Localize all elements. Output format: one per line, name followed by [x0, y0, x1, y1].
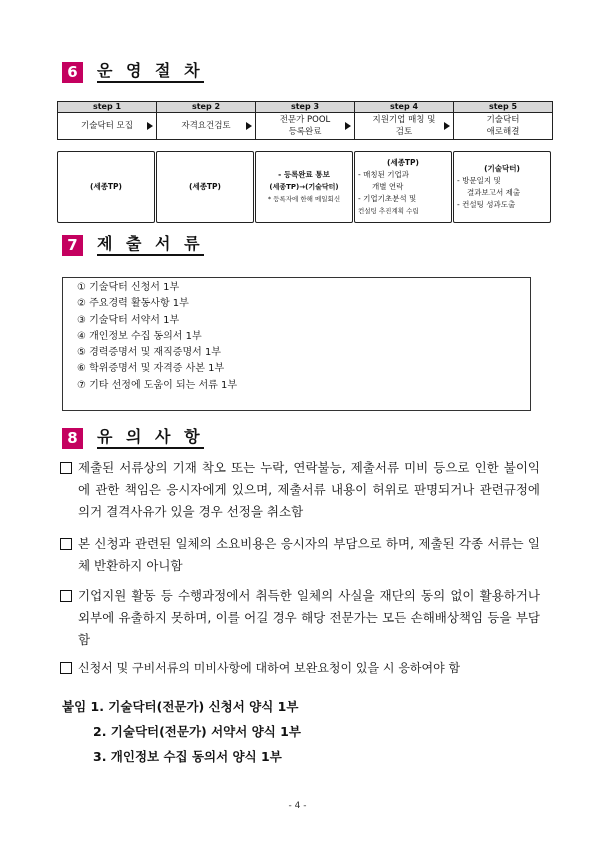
actor-note: * 등록자에 한해 메일회신: [267, 195, 341, 203]
step-text: 전문가 POOL 등록완료: [279, 115, 331, 137]
step-3: [255, 101, 355, 140]
step-label: step 5: [454, 102, 552, 113]
list-item: ① 기술닥터 신청서 1부: [77, 282, 180, 293]
list-item: ② 주요경력 활동사항 1부: [77, 298, 189, 310]
arrow-icon: [345, 122, 351, 130]
checkbox-icon: [60, 538, 72, 550]
step-2: [156, 101, 256, 140]
actor-box-1: [57, 151, 155, 223]
actor-line: 개별 연락: [372, 182, 404, 191]
attachment-1: 붙임 1. 기술닥터(전문가) 신청서 양식 1부: [62, 699, 299, 714]
note-item: [60, 457, 540, 523]
actor-line: - 컨설팅 성과도출: [457, 200, 516, 209]
actor-line: - 등록완료 통보: [278, 170, 330, 179]
step-text: 기술닥터 애로해결: [486, 115, 520, 137]
actor-line: - 매칭된 기업과: [358, 170, 409, 179]
section-8-header: [62, 427, 204, 449]
list-item: ⑦ 기타 선정에 도움이 되는 서류 1부: [77, 379, 237, 391]
actor-line: (세종TP): [387, 158, 419, 167]
document-list: [62, 277, 531, 411]
section-number: 6: [62, 62, 83, 83]
actor-box-5: [453, 151, 551, 223]
section-number: 8: [62, 428, 83, 449]
section-7-header: [62, 234, 204, 256]
arrow-icon: [147, 122, 153, 130]
arrow-icon: [246, 122, 252, 130]
step-label: step 1: [58, 102, 156, 113]
step-label: step 4: [355, 102, 453, 113]
actor-line: - 방문일지 및: [457, 176, 501, 185]
note-item: [60, 533, 540, 577]
step-text: 기술닥터 모집: [81, 121, 133, 131]
actor-box-3: [255, 151, 353, 223]
section-6-header: [62, 61, 204, 83]
step-text: 자격요건검토: [181, 121, 231, 131]
section-title: 제 출 서 류: [97, 235, 204, 256]
step-5: [453, 101, 553, 140]
checkbox-icon: [60, 462, 72, 474]
page-number: - 4 -: [288, 801, 307, 811]
actor-box-4: [354, 151, 452, 223]
list-item: ⑥ 학위증명서 및 자격증 사본 1부: [77, 363, 225, 375]
checkbox-icon: [60, 590, 72, 602]
list-item: ⑤ 경력증명서 및 재직증명서 1부: [77, 347, 221, 359]
section-title: 유 의 사 항: [97, 428, 204, 449]
step-text: 지원기업 매칭 및 검토: [372, 115, 436, 137]
attachment-3: 3. 개인정보 수집 동의서 양식 1부: [93, 749, 282, 764]
actor-box-2: [156, 151, 254, 223]
section-title: 운 영 절 차: [97, 62, 204, 83]
actor-line: - 기업기초분석 및: [358, 194, 417, 203]
step-4: [354, 101, 454, 140]
list-item: ③ 기술닥터 서약서 1부: [77, 314, 180, 326]
step-label: step 3: [256, 102, 354, 113]
attachment-2: 2. 기술닥터(전문가) 서약서 양식 1부: [93, 724, 301, 739]
actor-label: (세종TP): [189, 182, 221, 191]
note-text: 본 신청과 관련된 일체의 소요비용은 응시자의 부담으로 하며, 제출된 각종 서류는 일체 반환하지 아니함: [78, 536, 540, 573]
step-label: step 2: [157, 102, 255, 113]
note-item: [60, 585, 540, 651]
section-number: 7: [62, 235, 83, 256]
actor-line: (세종TP)→(기술닥터): [269, 183, 339, 191]
actor-label: (세종TP): [90, 182, 122, 191]
list-item: ④ 개인정보 수집 동의서 1부: [77, 330, 202, 342]
actor-line: (기술닥터): [484, 164, 520, 173]
checkbox-icon: [60, 662, 72, 674]
actor-line: 컨설팅 추진계획 수립: [358, 207, 419, 215]
actor-line: 결과보고서 제출: [467, 188, 521, 197]
note-text: 기업지원 활동 등 수행과정에서 취득한 일체의 사실을 재단의 동의 없이 활용하거나 외부에 유출하지 못하며, 이를 어길 경우 해당 전문가는 모든 손해배상책임 등을 부담함: [78, 588, 540, 647]
step-1: [57, 101, 157, 140]
note-text: 신청서 및 구비서류의 미비사항에 대하여 보완요청이 있을 시 응하여야 함: [78, 661, 461, 675]
note-text: 제출된 서류상의 기재 착오 또는 누락, 연락불능, 제출서류 미비 등으로 인한 불이익에 관한 책임은 응시자에게 있으며, 제출서류 내용이 허위로 판명되거나 관련규정에 의거 결격사유가 있을 경우 선정을 취소함: [78, 460, 540, 519]
note-item: [60, 657, 540, 679]
arrow-icon: [444, 122, 450, 130]
